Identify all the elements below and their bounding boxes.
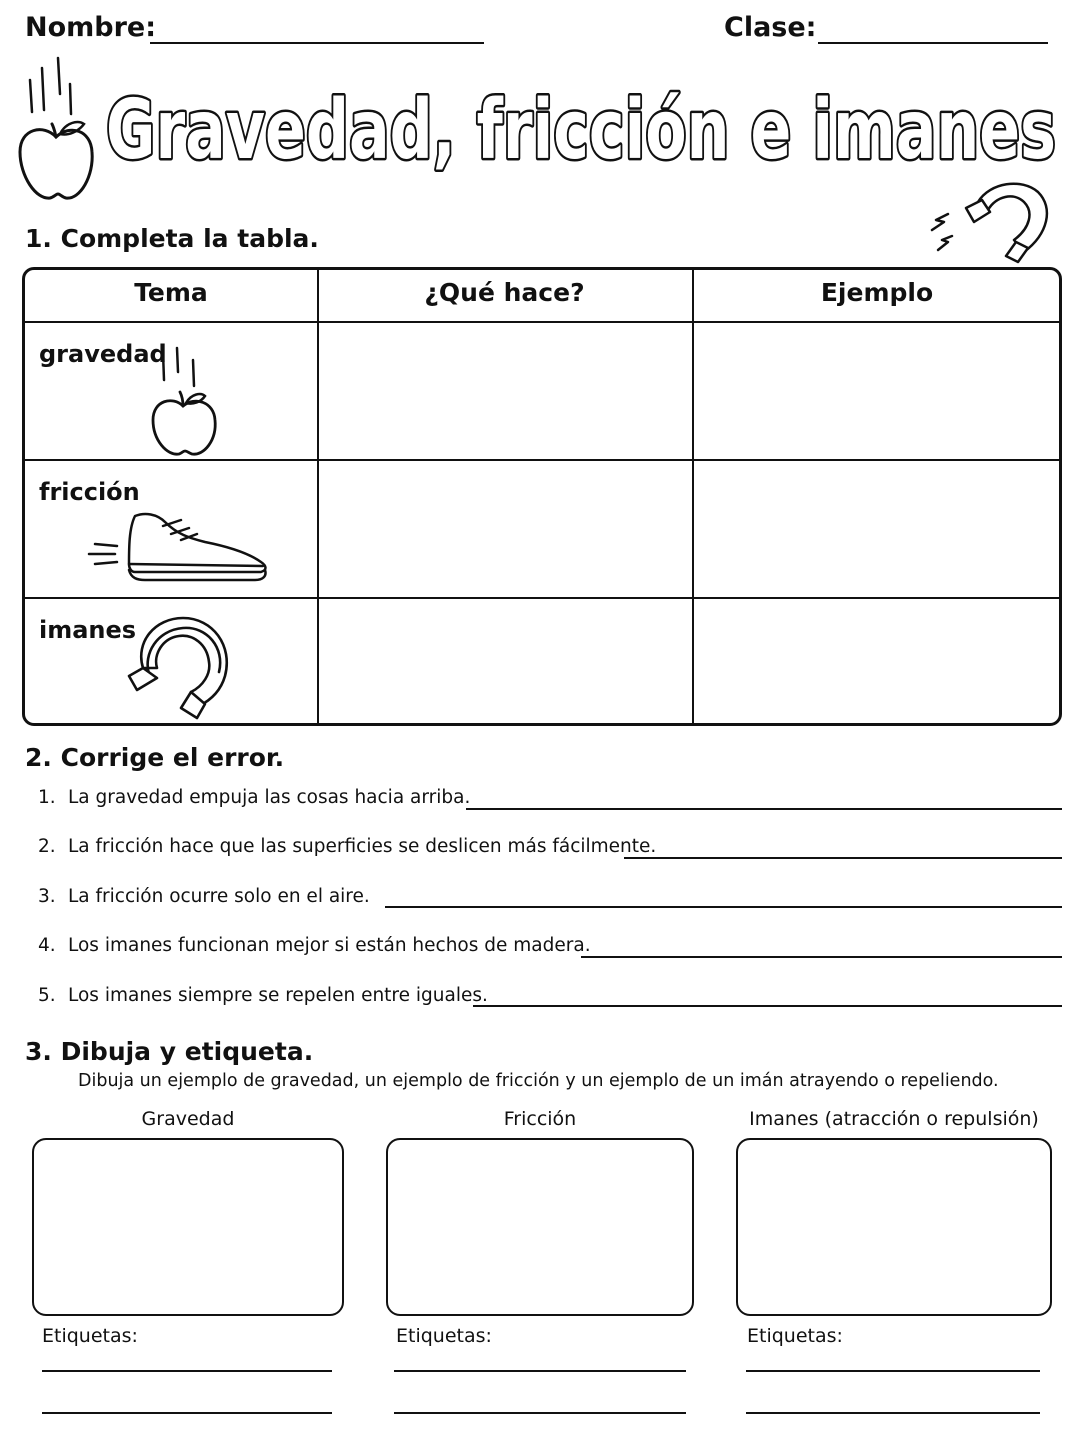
drawing-instruction: Dibuja un ejemplo de gravedad, un ejemplo de fricción y un ejemplo de un imán atrayendo o repeliendo. bbox=[78, 1071, 999, 1091]
column-header-example: Ejemplo bbox=[820, 278, 934, 307]
correction-item: 3. La fricción ocurre solo en el aire. bbox=[38, 886, 370, 907]
correction-answer-line-2[interactable] bbox=[624, 857, 1062, 859]
sneaker-icon bbox=[85, 508, 273, 584]
friction-example-cell[interactable] bbox=[694, 462, 1062, 596]
friction-label-line[interactable] bbox=[394, 1412, 686, 1414]
section-2-heading: 2. Corrige el error. bbox=[25, 743, 285, 772]
friction-label-line[interactable] bbox=[394, 1370, 686, 1372]
gravity-drawing-box[interactable] bbox=[32, 1138, 344, 1316]
topics-table bbox=[22, 267, 1062, 726]
gravity-example-cell[interactable] bbox=[694, 324, 1062, 458]
magnet-icon bbox=[121, 612, 241, 724]
name-label: Nombre: bbox=[25, 12, 157, 43]
name-field[interactable] bbox=[150, 42, 484, 44]
worksheet-title bbox=[95, 58, 1067, 182]
magnets-label-line[interactable] bbox=[746, 1412, 1040, 1414]
magnets-what-it-does-cell[interactable] bbox=[319, 600, 691, 726]
gravity-labels-label: Etiquetas: bbox=[42, 1325, 138, 1347]
class-field[interactable] bbox=[818, 42, 1048, 44]
gravity-what-it-does-cell[interactable] bbox=[319, 324, 691, 458]
correction-answer-line-4[interactable] bbox=[581, 956, 1062, 958]
correction-item: 1. La gravedad empuja las cosas hacia arriba. bbox=[38, 787, 471, 808]
friction-labels-label: Etiquetas: bbox=[396, 1325, 492, 1347]
falling-apple-icon bbox=[14, 52, 98, 204]
magnets-example-cell[interactable] bbox=[694, 600, 1062, 726]
row-label-gravity: gravedad bbox=[39, 340, 167, 368]
apple-icon bbox=[143, 346, 223, 458]
correction-answer-line-3[interactable] bbox=[385, 906, 1062, 908]
friction-box-caption: Fricción bbox=[503, 1108, 577, 1130]
magnets-label-line[interactable] bbox=[746, 1370, 1040, 1372]
magnets-box-caption: Imanes (atracción o repulsión) bbox=[749, 1108, 1039, 1130]
magnets-drawing-box[interactable] bbox=[736, 1138, 1052, 1316]
correction-answer-line-1[interactable] bbox=[466, 808, 1062, 810]
row-label-friction: fricción bbox=[39, 478, 140, 506]
correction-item: 4. Los imanes funcionan mejor si están hechos de madera. bbox=[38, 935, 591, 956]
section-1-heading: 1. Completa la tabla. bbox=[25, 224, 319, 253]
magnet-icon bbox=[918, 176, 1058, 266]
svg-text:Gravedad, fricción e imanes: Gravedad, fricción e imanes bbox=[106, 83, 1056, 178]
column-header-what-it-does: ¿Qué hace? bbox=[424, 278, 585, 307]
correction-item: 2. La fricción hace que las superficies se deslicen más fácilmente. bbox=[38, 836, 657, 857]
friction-drawing-box[interactable] bbox=[386, 1138, 694, 1316]
row-label-magnets: imanes bbox=[39, 616, 137, 644]
column-header-topic: Tema bbox=[134, 278, 208, 307]
gravity-label-line[interactable] bbox=[42, 1412, 332, 1414]
section-3-heading: 3. Dibuja y etiqueta. bbox=[25, 1037, 314, 1066]
correction-item: 5. Los imanes siempre se repelen entre iguales. bbox=[38, 985, 488, 1006]
class-label: Clase: bbox=[724, 12, 817, 43]
correction-answer-line-5[interactable] bbox=[473, 1005, 1062, 1007]
gravity-box-caption: Gravedad bbox=[141, 1108, 235, 1130]
friction-what-it-does-cell[interactable] bbox=[319, 462, 691, 596]
magnets-labels-label: Etiquetas: bbox=[747, 1325, 843, 1347]
gravity-label-line[interactable] bbox=[42, 1370, 332, 1372]
